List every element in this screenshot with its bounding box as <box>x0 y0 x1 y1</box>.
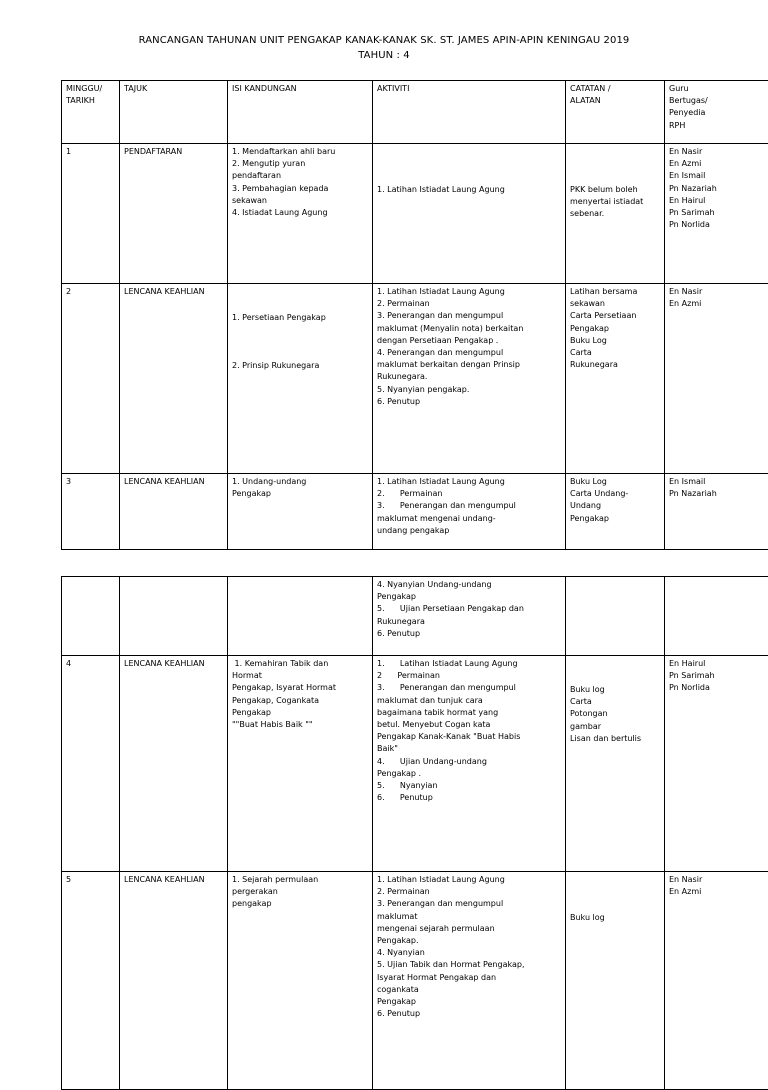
cell-line: 4. Ujian Undang-undang <box>377 756 561 768</box>
cell-line: Buku log <box>570 912 660 924</box>
week-cell <box>62 577 120 656</box>
cell-line: Undang <box>570 500 660 512</box>
cell-line: gambar <box>570 721 660 733</box>
cell-line: AKTIVITI <box>377 83 561 95</box>
cell-line: maklumat mengenai undang- <box>377 513 561 525</box>
activity-cell <box>373 872 566 1090</box>
cell-line: Pn Sarimah <box>669 207 764 219</box>
content-cell <box>228 144 373 284</box>
cell-line: En Ismail <box>669 170 764 182</box>
title-line-2: TAHUN : 4 <box>0 48 768 63</box>
teacher-cell <box>665 474 768 550</box>
cell-line: Pn Nazariah <box>669 183 764 195</box>
cell-line: 3. Penerangan dan mengumpul <box>377 898 561 910</box>
cell-line: En Nasir <box>669 286 764 298</box>
content-cell <box>228 81 373 144</box>
week-cell <box>62 81 120 144</box>
cell-line: 6. Penutup <box>377 396 561 408</box>
activity-cell <box>373 474 566 550</box>
notes-cell <box>566 144 665 284</box>
week-cell <box>62 656 120 872</box>
cell-line: undang pengakap <box>377 525 561 537</box>
table-row <box>62 474 768 550</box>
topic-cell <box>120 474 228 550</box>
plan-table-page-1 <box>61 80 768 550</box>
cell-line: Pengakap <box>232 488 368 500</box>
notes-cell <box>566 284 665 474</box>
cell-line: pergerakan <box>232 886 368 898</box>
cell-line: cogankata <box>377 984 561 996</box>
table-row <box>62 577 768 656</box>
cell-line: En Nasir <box>669 874 764 886</box>
cell-line: Pengakap <box>570 323 660 335</box>
cell-line: maklumat berkaitan dengan Prinsip <box>377 359 561 371</box>
cell-line: Pn Nazariah <box>669 488 764 500</box>
week-cell <box>62 144 120 284</box>
cell-line: 1. Latihan Istiadat Laung Agung <box>377 658 561 670</box>
cell-line: Pengakap. <box>377 935 561 947</box>
cell-line: En Hairul <box>669 658 764 670</box>
teacher-cell <box>665 872 768 1090</box>
cell-line: 1. Latihan Istiadat Laung Agung <box>377 476 561 488</box>
cell-line: 4. Penerangan dan mengumpul <box>377 347 561 359</box>
content-cell <box>228 474 373 550</box>
cell-line: 1. Latihan Istiadat Laung Agung <box>377 184 561 196</box>
cell-line: Pengakap <box>570 513 660 525</box>
cell-line: ALATAN <box>570 95 660 107</box>
cell-line: 1 <box>66 146 115 158</box>
cell-line: Baik" <box>377 743 561 755</box>
cell-line: Guru <box>669 83 764 95</box>
cell-line: ISI KANDUNGAN <box>232 83 368 95</box>
cell-line: 2. Permainan <box>377 886 561 898</box>
cell-line: 5 <box>66 874 115 886</box>
cell-line: Carta Persetiaan <box>570 310 660 322</box>
cell-line: MINGGU/ <box>66 83 115 95</box>
cell-line: Buku Log <box>570 476 660 488</box>
cell-line: En Azmi <box>669 298 764 310</box>
cell-line: Penyedia <box>669 107 764 119</box>
cell-line: Buku log <box>570 684 660 696</box>
notes-cell <box>566 474 665 550</box>
notes-cell <box>566 872 665 1090</box>
cell-line: PENDAFTARAN <box>124 146 223 158</box>
cell-line: 1. Mendaftarkan ahli baru <box>232 146 368 158</box>
plan-table-page-2 <box>61 576 768 1090</box>
activity-cell <box>373 284 566 474</box>
cell-line: En Hairul <box>669 195 764 207</box>
cell-line: 4. Istiadat Laung Agung <box>232 207 368 219</box>
cell-line: LENCANA KEAHLIAN <box>124 286 223 298</box>
cell-line: 2. Prinsip Rukunegara <box>232 360 368 372</box>
cell-line: RPH <box>669 120 764 132</box>
cell-line: 6. Penutup <box>377 792 561 804</box>
cell-line: Pengakap, Isyarat Hormat <box>232 682 368 694</box>
cell-line: maklumat dan tunjuk cara <box>377 695 561 707</box>
cell-line: LENCANA KEAHLIAN <box>124 476 223 488</box>
cell-line: 3. Penerangan dan mengumpul <box>377 500 561 512</box>
topic-cell <box>120 577 228 656</box>
cell-line: Bertugas/ <box>669 95 764 107</box>
topic-cell <box>120 872 228 1090</box>
cell-line: Pengakap Kanak-Kanak "Buat Habis <box>377 731 561 743</box>
cell-line: 3 <box>66 476 115 488</box>
cell-line: LENCANA KEAHLIAN <box>124 874 223 886</box>
cell-line: 5. Ujian Tabik dan Hormat Pengakap, <box>377 959 561 971</box>
cell-line: 2 Permainan <box>377 670 561 682</box>
cell-line: 1. Latihan Istiadat Laung Agung <box>377 286 561 298</box>
activity-cell <box>373 144 566 284</box>
cell-line: Pengakap, Cogankata <box>232 695 368 707</box>
activity-cell <box>373 577 566 656</box>
cell-line: PKK belum boleh <box>570 184 660 196</box>
cell-line: TAJUK <box>124 83 223 95</box>
cell-line: Buku Log <box>570 335 660 347</box>
cell-line: 4. Nyanyian <box>377 947 561 959</box>
teacher-cell <box>665 144 768 284</box>
activity-cell <box>373 656 566 872</box>
cell-line: bagaimana tabik hormat yang <box>377 707 561 719</box>
cell-line: Potongan <box>570 708 660 720</box>
cell-line: Lisan dan bertulis <box>570 733 660 745</box>
cell-line: maklumat <box>377 911 561 923</box>
cell-line: 2. Permainan <box>377 298 561 310</box>
header-row <box>62 81 768 144</box>
content-cell <box>228 872 373 1090</box>
cell-line: 4. Nyanyian Undang-undang <box>377 579 561 591</box>
cell-line: 5. Nyanyian <box>377 780 561 792</box>
cell-line: 5. Nyanyian pengakap. <box>377 384 561 396</box>
week-cell <box>62 474 120 550</box>
cell-line: sekawan <box>232 195 368 207</box>
cell-line: CATATAN / <box>570 83 660 95</box>
teacher-cell <box>665 656 768 872</box>
cell-line: Pengakap <box>377 996 561 1008</box>
cell-line: Carta Undang- <box>570 488 660 500</box>
cell-line: 2. Permainan <box>377 488 561 500</box>
activity-cell <box>373 81 566 144</box>
topic-cell <box>120 656 228 872</box>
cell-line: Hormat <box>232 670 368 682</box>
cell-line: 3. Penerangan dan mengumpul <box>377 682 561 694</box>
cell-line: 4 <box>66 658 115 670</box>
cell-line: 3. Pembahagian kepada <box>232 183 368 195</box>
document-title <box>0 33 768 63</box>
content-cell <box>228 284 373 474</box>
topic-cell <box>120 144 228 284</box>
cell-line: Latihan bersama <box>570 286 660 298</box>
cell-line: En Azmi <box>669 886 764 898</box>
cell-line: En Nasir <box>669 146 764 158</box>
cell-line: betul. Menyebut Cogan kata <box>377 719 561 731</box>
content-cell <box>228 656 373 872</box>
topic-cell <box>120 81 228 144</box>
cell-line: 6. Penutup <box>377 1008 561 1020</box>
cell-line: pengakap <box>232 898 368 910</box>
title-line-1: RANCANGAN TAHUNAN UNIT PENGAKAP KANAK-KANAK SK. ST. JAMES APIN-APIN KENINGAU 2019 <box>0 33 768 48</box>
cell-line: 5. Ujian Persetiaan Pengakap dan <box>377 603 561 615</box>
cell-line: 1. Undang-undang <box>232 476 368 488</box>
cell-line: ""Buat Habis Baik "" <box>232 719 368 731</box>
table-row <box>62 656 768 872</box>
cell-line: menyertai istiadat <box>570 196 660 208</box>
cell-line: Rukunegara <box>570 359 660 371</box>
cell-line: 1. Sejarah permulaan <box>232 874 368 886</box>
notes-cell <box>566 81 665 144</box>
cell-line: 2. Mengutip yuran <box>232 158 368 170</box>
cell-line: 6. Penutup <box>377 628 561 640</box>
table-row <box>62 872 768 1090</box>
cell-line: dengan Persetiaan Pengakap . <box>377 335 561 347</box>
notes-cell <box>566 577 665 656</box>
cell-line: 1. Kemahiran Tabik dan <box>232 658 368 670</box>
cell-line: Rukunegara <box>377 616 561 628</box>
cell-line: sekawan <box>570 298 660 310</box>
cell-line: maklumat (Menyalin nota) berkaitan <box>377 323 561 335</box>
teacher-cell <box>665 284 768 474</box>
table-row <box>62 144 768 284</box>
cell-line: Isyarat Hormat Pengakap dan <box>377 972 561 984</box>
week-cell <box>62 872 120 1090</box>
cell-line: mengenai sejarah permulaan <box>377 923 561 935</box>
topic-cell <box>120 284 228 474</box>
cell-line: Pn Norlida <box>669 219 764 231</box>
table-row <box>62 284 768 474</box>
teacher-cell <box>665 577 768 656</box>
cell-line: Carta <box>570 347 660 359</box>
cell-line: pendaftaran <box>232 170 368 182</box>
cell-line: TARIKH <box>66 95 115 107</box>
cell-line: 1. Persetiaan Pengakap <box>232 312 368 324</box>
cell-line: En Ismail <box>669 476 764 488</box>
cell-line: 3. Penerangan dan mengumpul <box>377 310 561 322</box>
cell-line: Rukunegara. <box>377 371 561 383</box>
notes-cell <box>566 656 665 872</box>
cell-line: Carta <box>570 696 660 708</box>
cell-line: sebenar. <box>570 208 660 220</box>
week-cell <box>62 284 120 474</box>
cell-line: Pn Sarimah <box>669 670 764 682</box>
teacher-cell <box>665 81 768 144</box>
cell-line: Pn Norlida <box>669 682 764 694</box>
cell-line: 2 <box>66 286 115 298</box>
cell-line: Pengakap <box>377 591 561 603</box>
cell-line: LENCANA KEAHLIAN <box>124 658 223 670</box>
cell-line: Pengakap . <box>377 768 561 780</box>
cell-line: Pengakap <box>232 707 368 719</box>
cell-line: En Azmi <box>669 158 764 170</box>
content-cell <box>228 577 373 656</box>
cell-line: 1. Latihan Istiadat Laung Agung <box>377 874 561 886</box>
